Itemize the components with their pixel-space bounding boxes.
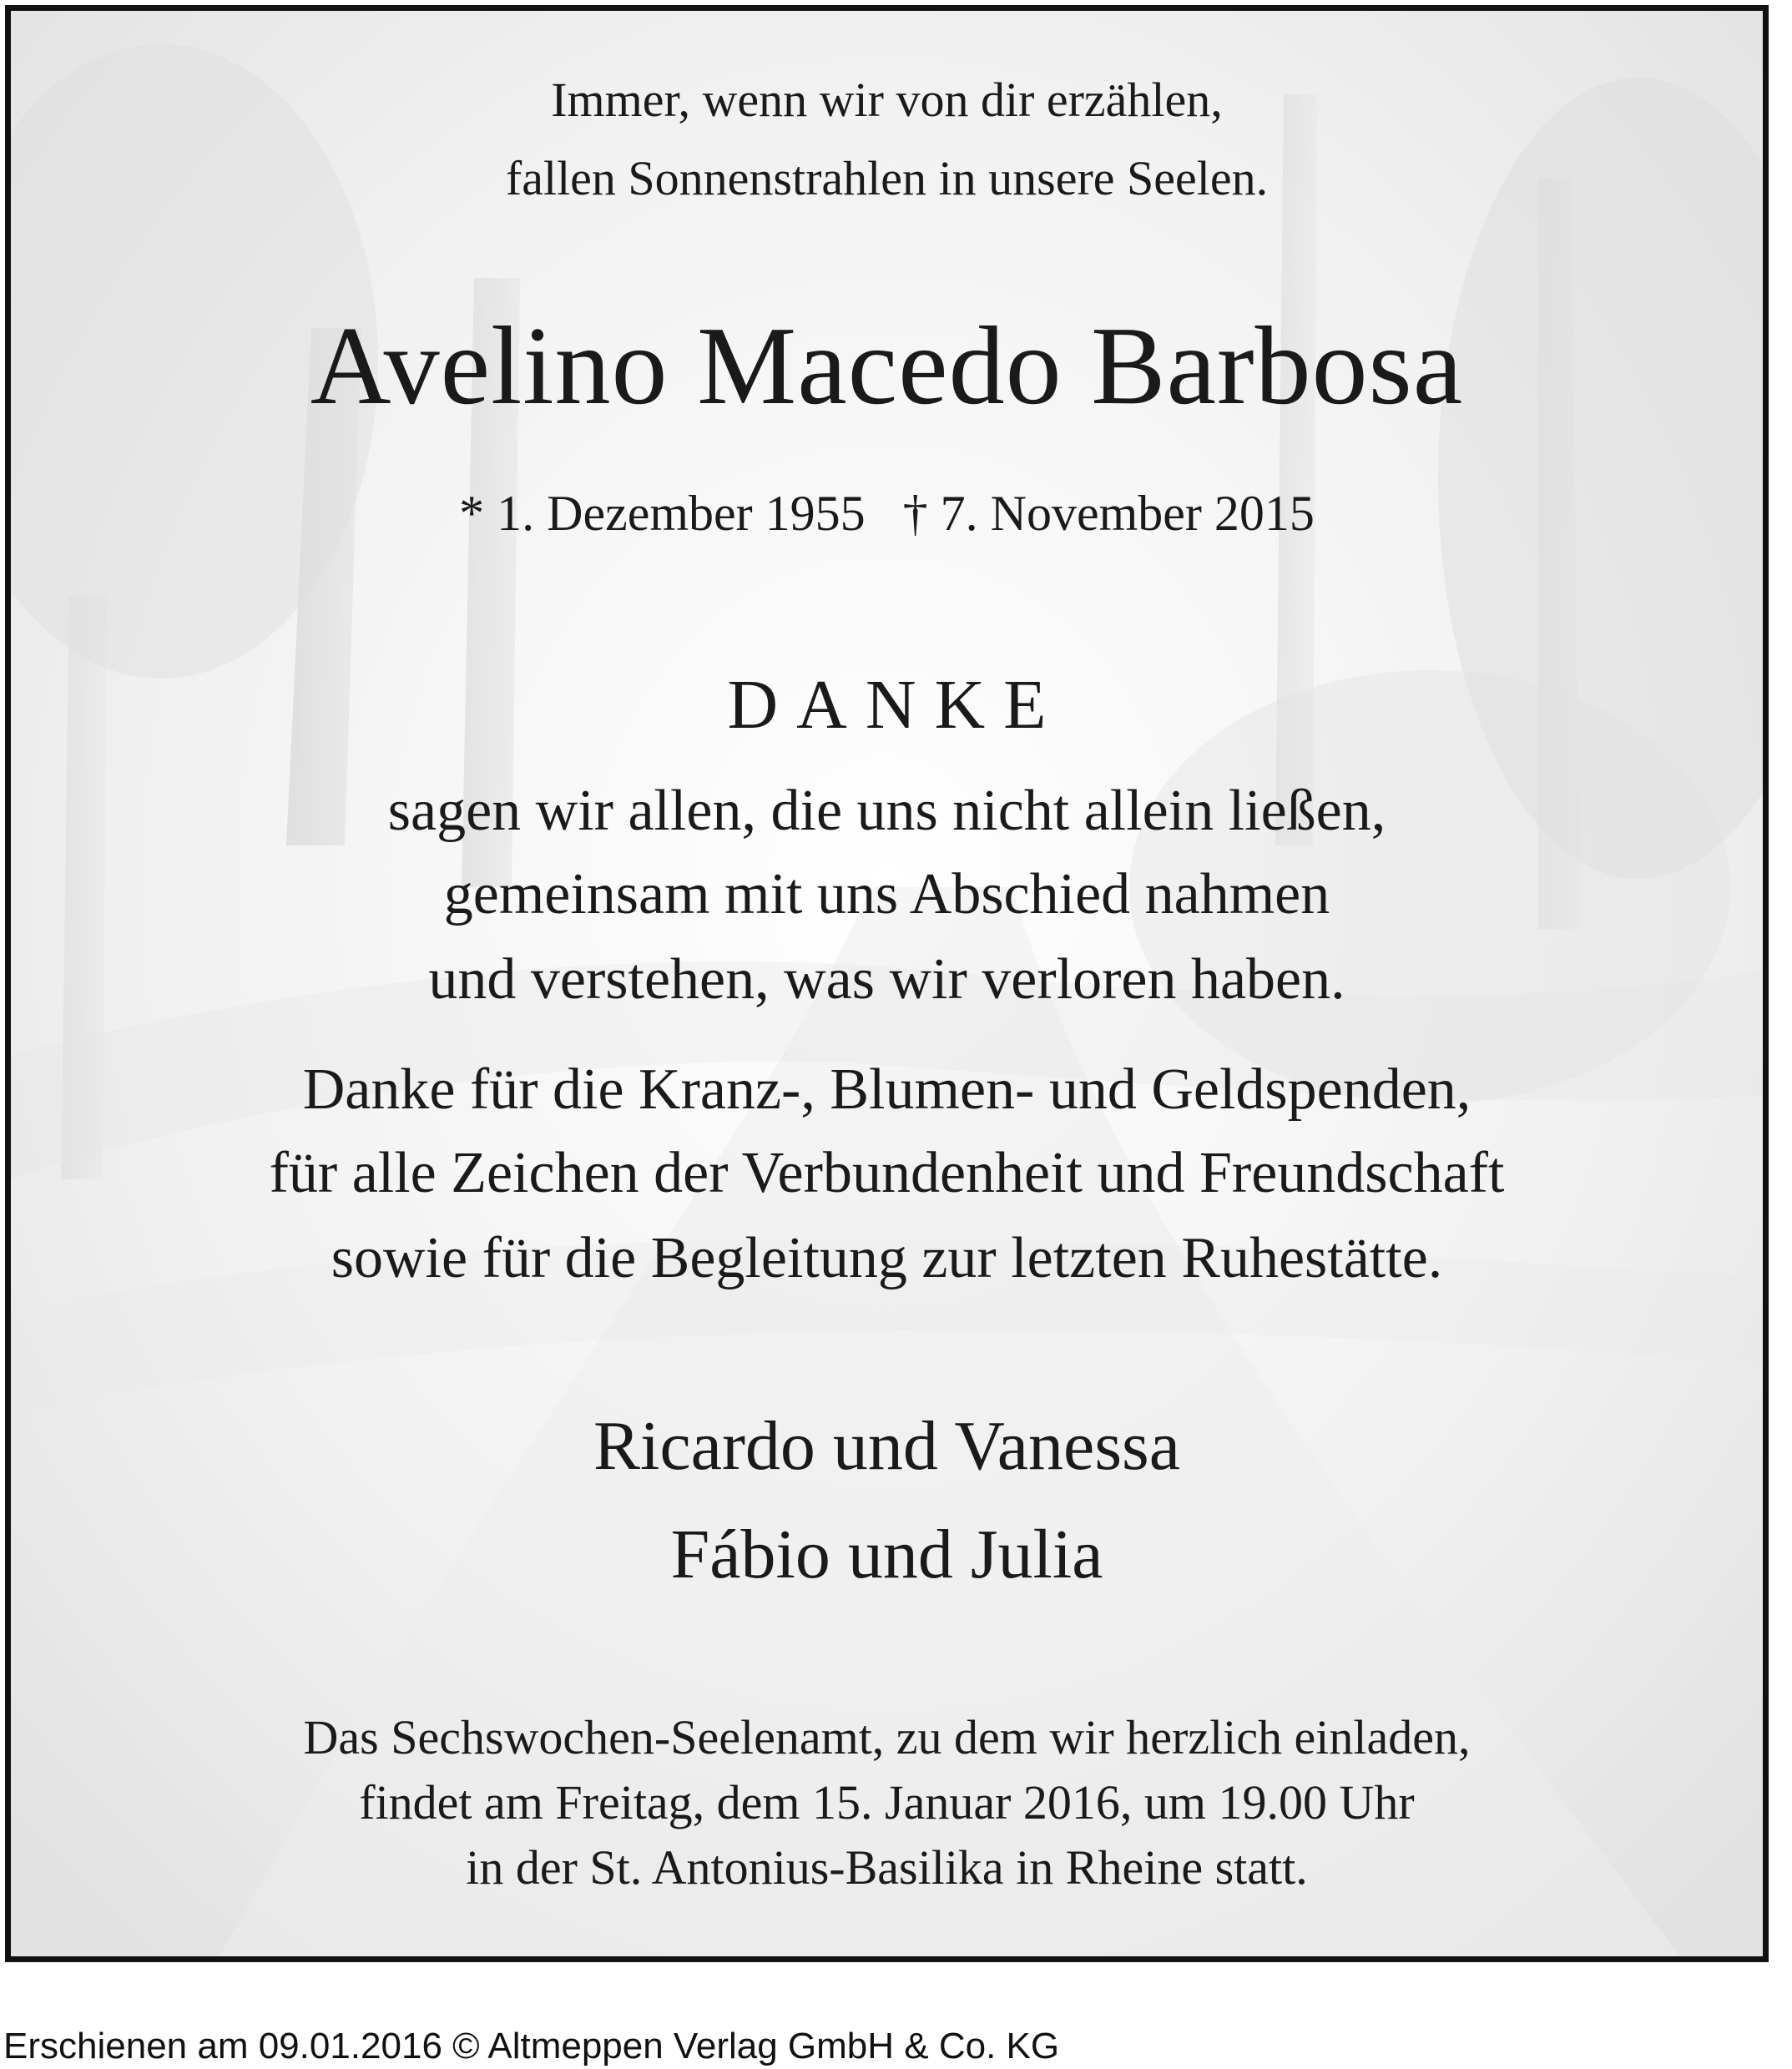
invitation-line-3: in der St. Antonius-Basilika in Rheine statt. — [466, 1840, 1308, 1895]
invitation-line-2: findet am Freitag, dem 15. Januar 2016, um 19.00 Uhr — [359, 1775, 1415, 1829]
family-line-2: Fábio und Julia — [670, 1516, 1103, 1593]
notice-content — [11, 11, 1763, 1956]
motto-line-1: Immer, wenn wir von dir erzählen, — [551, 73, 1223, 127]
gratitude-line-1: Danke für die Kranz-, Blumen- und Geldspenden, — [302, 1057, 1471, 1122]
gratitude-line-3: sowie für die Begleitung zur letzten Ruhestätte. — [331, 1226, 1443, 1290]
publication-footer: Erschienen am 09.01.2016 © Altmeppen Verlag GmbH & Co. KG — [3, 2026, 1060, 2066]
invitation-line-1: Das Sechswochen-Seelenamt, zu dem wir herzlich einladen, — [303, 1710, 1471, 1764]
danke-heading: DANKE — [727, 666, 1065, 744]
deceased-name: Avelino Macedo Barbosa — [310, 304, 1464, 427]
obituary-notice — [5, 5, 1769, 1962]
thanks-line-2: gemeinsam mit uns Abschied nahmen — [443, 862, 1330, 926]
family-line-1: Ricardo und Vanessa — [593, 1407, 1180, 1485]
gratitude-line-2: für alle Zeichen der Verbundenheit und Freundschaft — [269, 1141, 1505, 1205]
thanks-line-3: und verstehen, was wir verloren haben. — [428, 947, 1345, 1012]
motto-line-2: fallen Sonnenstrahlen in unsere Seelen. — [505, 151, 1269, 205]
life-dates: * 1. Dezember 1955 † 7. November 2015 — [459, 486, 1315, 541]
thanks-line-1: sagen wir allen, die uns nicht allein ließen, — [387, 779, 1386, 843]
